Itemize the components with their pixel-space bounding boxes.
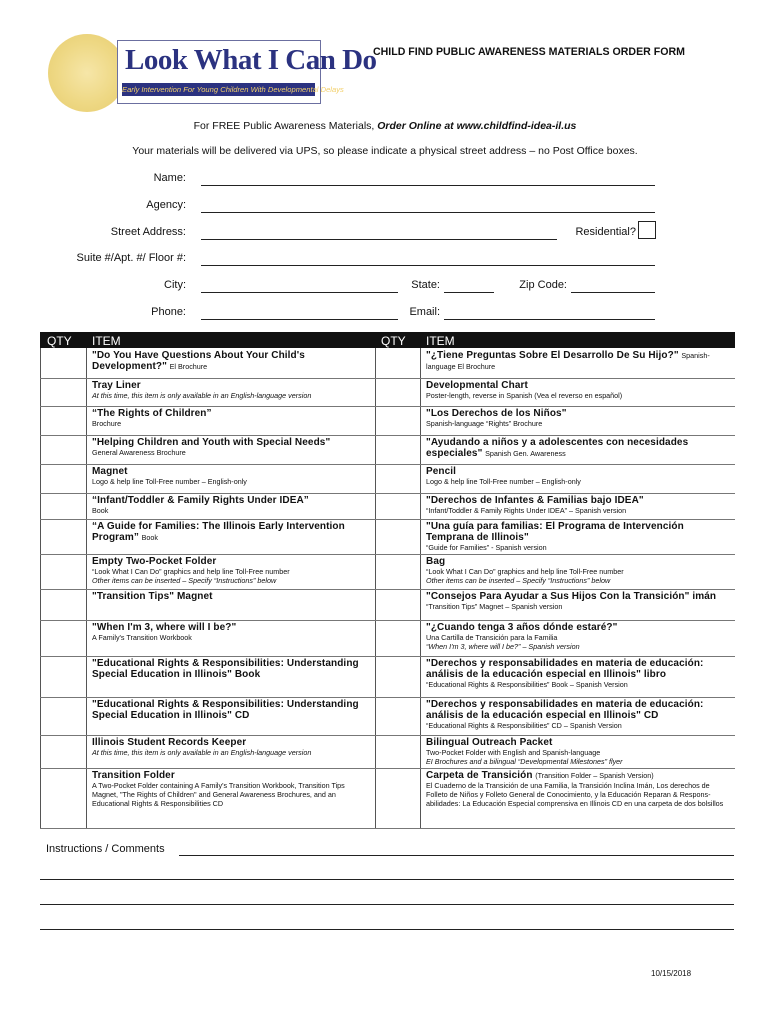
list-item bbox=[426, 770, 732, 808]
agency-field[interactable] bbox=[201, 212, 655, 213]
name-field[interactable] bbox=[201, 185, 655, 186]
zip-label: Zip Code: bbox=[519, 279, 567, 291]
qty-cell[interactable] bbox=[41, 697, 85, 735]
item-title: Pencil bbox=[426, 466, 457, 477]
item-description: At this time, this item is only available in an English-language version bbox=[92, 391, 312, 400]
email-field[interactable] bbox=[444, 319, 655, 320]
email-label: Email: bbox=[409, 306, 440, 318]
item-title: "Helping Children and Youth with Special Needs" bbox=[92, 437, 331, 448]
list-item bbox=[92, 521, 372, 543]
qty-cell[interactable] bbox=[41, 348, 85, 378]
item-title: "Educational Rights & Responsibilities: Understanding Special Education in Illinois" CD bbox=[92, 699, 359, 721]
item-title: “The Rights of Children” bbox=[92, 408, 212, 419]
residential-label: Residential? bbox=[575, 226, 636, 238]
qty-cell[interactable] bbox=[376, 589, 420, 620]
qty-cell[interactable] bbox=[376, 493, 420, 519]
item-description: “Guide for Families” - Spanish version bbox=[426, 543, 547, 552]
instructions-line-3[interactable] bbox=[40, 904, 734, 905]
qty-cell[interactable] bbox=[41, 378, 85, 406]
qty-cell[interactable] bbox=[376, 406, 420, 435]
instructions-label: Instructions / Comments bbox=[46, 843, 165, 855]
agency-label: Agency: bbox=[146, 199, 186, 211]
item-title: "When I'm 3, where will I be?" bbox=[92, 622, 237, 633]
form-date: 10/15/2018 bbox=[651, 969, 692, 978]
item-description: “Look What I Can Do” graphics and help line Toll-Free number bbox=[92, 567, 290, 576]
phone-label: Phone: bbox=[151, 306, 186, 318]
item-title: "Los Derechos de los Niños" bbox=[426, 408, 567, 419]
item-title: "Derechos de Infantes & Familias bajo IDEA" bbox=[426, 495, 644, 506]
qty-cell[interactable] bbox=[41, 620, 85, 656]
list-item bbox=[426, 591, 732, 611]
intro-line-1 bbox=[0, 120, 770, 132]
item-title: Tray Liner bbox=[92, 380, 141, 391]
item-title: Illinois Student Records Keeper bbox=[92, 737, 247, 748]
item-title: Carpeta de Transición bbox=[426, 770, 533, 781]
list-item bbox=[426, 350, 732, 372]
qty-cell[interactable] bbox=[376, 697, 420, 735]
instructions-line-4[interactable] bbox=[40, 929, 734, 930]
item-description: Brochure bbox=[92, 419, 122, 428]
item-header-left: ITEM bbox=[92, 334, 121, 348]
item-inline-note: (Transition Folder – Spanish Version) bbox=[535, 771, 654, 780]
item-description: A Two-Pocket Folder containing A Family's Transition Workbook, Transition Tips Magnet, "The Rights of Children" and General Awareness Brochures, and an Educational Rights & Responsibilities CD bbox=[92, 781, 345, 808]
instructions-line-2[interactable] bbox=[40, 879, 734, 880]
item-inline-note: Book bbox=[141, 533, 158, 542]
list-item bbox=[426, 658, 732, 689]
item-description: Two-Pocket Folder with English and Spanish-language bbox=[426, 748, 601, 757]
qty-cell[interactable] bbox=[41, 735, 85, 768]
item-description-2: EI Brochures and a bilingual “Developmental Milestones” flyer bbox=[426, 757, 623, 766]
list-item bbox=[92, 408, 372, 428]
list-item bbox=[92, 556, 372, 585]
state-label: State: bbox=[411, 279, 440, 291]
item-description: General Awareness Brochure bbox=[92, 448, 186, 457]
qty-cell[interactable] bbox=[376, 435, 420, 464]
state-field[interactable] bbox=[444, 292, 494, 293]
street-field[interactable] bbox=[201, 239, 557, 240]
logo-tagline: Early Intervention For Young Children With Developmental Delays bbox=[122, 85, 344, 94]
list-item bbox=[92, 495, 372, 515]
qty-header-left: QTY bbox=[47, 334, 72, 348]
city-field[interactable] bbox=[201, 292, 398, 293]
list-item bbox=[426, 408, 732, 428]
list-item bbox=[92, 658, 372, 680]
item-description-2: “When I'm 3, where will I be?” – Spanish version bbox=[426, 642, 580, 651]
item-description: Una Cartilla de Transición para la Familia bbox=[426, 633, 558, 642]
qty-cell[interactable] bbox=[376, 656, 420, 697]
list-item bbox=[426, 699, 732, 730]
name-label: Name: bbox=[153, 172, 186, 184]
qty-cell[interactable] bbox=[376, 378, 420, 406]
item-description: Book bbox=[92, 506, 109, 515]
order-online-link[interactable]: Order Online at www.childfind-idea-il.us bbox=[377, 120, 577, 132]
list-item bbox=[92, 770, 372, 808]
item-title: "Do You Have Questions About Your Child's Development?" bbox=[92, 350, 305, 372]
item-description: Spanish-language “Rights” Brochure bbox=[426, 419, 543, 428]
item-description: “Educational Rights & Responsibilities” Book – Spanish Version bbox=[426, 680, 628, 689]
qty-cell[interactable] bbox=[41, 435, 85, 464]
qty-cell[interactable] bbox=[41, 554, 85, 589]
qty-cell[interactable] bbox=[376, 554, 420, 589]
item-header-right: ITEM bbox=[426, 334, 455, 348]
item-title: "Educational Rights & Responsibilities: Understanding Special Education in Illinois" Book bbox=[92, 658, 359, 680]
item-description: “Educational Rights & Responsibilities” CD – Spanish Version bbox=[426, 721, 622, 730]
qty-cell[interactable] bbox=[376, 735, 420, 768]
qty-cell[interactable] bbox=[41, 768, 85, 828]
item-inline-note: Spanish-language El Brochure bbox=[426, 351, 710, 371]
list-item bbox=[92, 466, 372, 486]
qty-cell[interactable] bbox=[41, 493, 85, 519]
item-inline-note: Spanish Gen. Awareness bbox=[485, 449, 566, 458]
item-title: "Derechos y responsabilidades en materia de educación: análisis de la educación especial en Illinois" libro bbox=[426, 658, 704, 680]
item-title: “Infant/Toddler & Family Rights Under IDEA” bbox=[92, 495, 309, 506]
list-item bbox=[92, 380, 372, 400]
qty-cell[interactable] bbox=[41, 519, 85, 554]
item-description-2: Other items can be inserted – Specify “Instructions” below bbox=[426, 576, 611, 585]
intro-plain: For FREE Public Awareness Materials, bbox=[193, 120, 375, 132]
item-description: El Cuaderno de la Transición de una Familia, la Transición Inclina Imán, Los derechos de Folleto de Niños y Folleto General de Conocimiento, y la Educación Reparan & Respons-abilidades: La Educación Especial comprensiva en Illinois CD en una carpeta de dos bolsillos bbox=[426, 781, 724, 808]
logo-sun-graphic bbox=[48, 34, 126, 112]
qty-header-right: QTY bbox=[381, 334, 406, 348]
item-title: Developmental Chart bbox=[426, 380, 528, 391]
item-description: “Transition Tips” Magnet – Spanish version bbox=[426, 602, 563, 611]
list-item bbox=[426, 466, 732, 486]
residential-checkbox[interactable] bbox=[638, 221, 656, 239]
item-title: Bag bbox=[426, 556, 446, 567]
item-title: “A Guide for Families: The Illinois Early Intervention Program” bbox=[92, 521, 345, 543]
item-title: "Una guía para familias: El Programa de Intervención Temprana de Illinois" bbox=[426, 521, 684, 543]
table-rule-qty-left bbox=[86, 348, 87, 828]
qty-cell[interactable] bbox=[376, 464, 420, 493]
qty-cell[interactable] bbox=[376, 768, 420, 828]
item-title: "Derechos y responsabilidades en materia de educación: análisis de la educación especial en Illinois" CD bbox=[426, 699, 704, 721]
logo-title: Look What I Can Do bbox=[125, 44, 377, 76]
city-label: City: bbox=[164, 279, 186, 291]
item-title: "Transition Tips" Magnet bbox=[92, 591, 213, 602]
qty-cell[interactable] bbox=[41, 656, 85, 697]
item-title: Magnet bbox=[92, 466, 128, 477]
item-description: “Infant/Toddler & Family Rights Under IDEA” – Spanish version bbox=[426, 506, 627, 515]
qty-cell[interactable] bbox=[41, 589, 85, 620]
list-item bbox=[426, 495, 732, 515]
table-row-divider bbox=[40, 828, 735, 829]
item-inline-note: El Brochure bbox=[169, 362, 208, 371]
qty-cell[interactable] bbox=[376, 620, 420, 656]
list-item bbox=[92, 737, 372, 757]
list-item bbox=[92, 591, 372, 602]
item-description: Poster-length, reverse in Spanish (Vea el reverso en español) bbox=[426, 391, 623, 400]
suite-field[interactable] bbox=[201, 265, 655, 266]
item-title: "Consejos Para Ayudar a Sus Hijos Con la Transición" imán bbox=[426, 591, 717, 602]
item-title: Empty Two-Pocket Folder bbox=[92, 556, 217, 567]
item-description-2: Other items can be inserted – Specify “Instructions” below bbox=[92, 576, 277, 585]
list-item bbox=[426, 380, 732, 400]
form-title: CHILD FIND PUBLIC AWARENESS MATERIALS ORDER FORM bbox=[373, 46, 685, 58]
list-item bbox=[426, 556, 732, 585]
qty-cell[interactable] bbox=[41, 406, 85, 435]
item-description: At this time, this item is only available in an English-language version bbox=[92, 748, 312, 757]
list-item bbox=[426, 521, 732, 552]
table-rule-qty-right bbox=[420, 348, 421, 828]
item-title: "Ayudando a niños y a adolescentes con necesidades especiales" bbox=[426, 437, 689, 459]
street-label: Street Address: bbox=[110, 226, 186, 238]
item-description: Logo & help line Toll-Free number – English-only bbox=[92, 477, 247, 486]
qty-cell[interactable] bbox=[41, 464, 85, 493]
phone-field[interactable] bbox=[201, 319, 398, 320]
item-title: "¿Tiene Preguntas Sobre El Desarrollo De Su Hijo?" bbox=[426, 350, 679, 361]
item-title: Bilingual Outreach Packet bbox=[426, 737, 553, 748]
list-item bbox=[92, 622, 372, 642]
list-item bbox=[92, 350, 372, 372]
suite-label: Suite #/Apt. #/ Floor #: bbox=[76, 252, 186, 264]
item-title: "¿Cuando tenga 3 años dónde estaré?" bbox=[426, 622, 618, 633]
list-item bbox=[426, 622, 732, 651]
qty-cell[interactable] bbox=[376, 519, 420, 554]
list-item bbox=[426, 737, 732, 766]
item-description: “Look What I Can Do” graphics and help line Toll-Free number bbox=[426, 567, 624, 576]
item-title: Transition Folder bbox=[92, 770, 175, 781]
intro-line-2: Your materials will be delivered via UPS, so please indicate a physical street address – no Post Office boxes. bbox=[132, 145, 638, 157]
zip-field[interactable] bbox=[571, 292, 655, 293]
list-item bbox=[92, 437, 372, 457]
list-item bbox=[426, 437, 732, 459]
item-description: Logo & help line Toll-Free number – English-only bbox=[426, 477, 581, 486]
instructions-line-1[interactable] bbox=[179, 855, 734, 856]
list-item bbox=[92, 699, 372, 721]
qty-cell[interactable] bbox=[376, 348, 420, 378]
item-description: A Family's Transition Workbook bbox=[92, 633, 192, 642]
